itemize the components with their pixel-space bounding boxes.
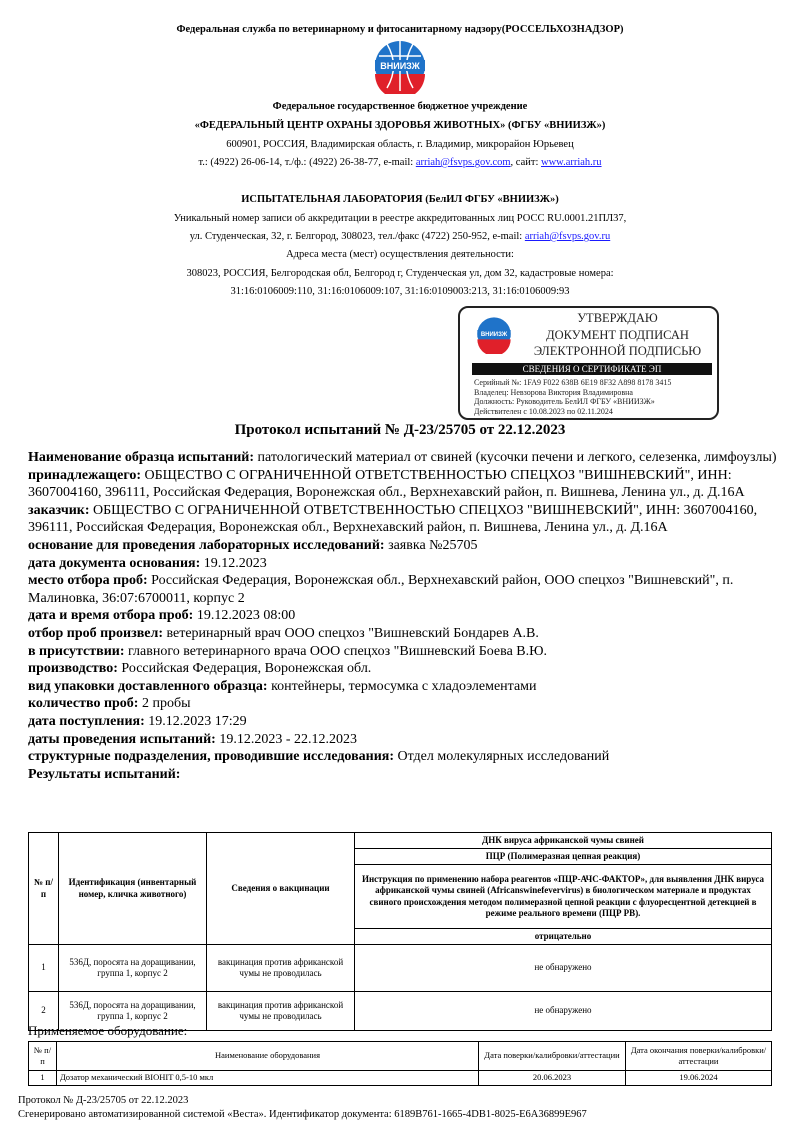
- org-name: «ФЕДЕРАЛЬНЫЙ ЦЕНТР ОХРАНЫ ЗДОРОВЬЯ ЖИВОТНЫХ» (ФГБУ «ВНИИЗЖ»): [194, 120, 606, 131]
- lab-name: ИСПЫТАТЕЛЬНАЯ ЛАБОРАТОРИЯ (БелИЛ ФГБУ «ВНИИЗЖ»): [241, 194, 559, 205]
- field-label: дата документа основания:: [28, 555, 201, 571]
- eq-num: 1: [29, 1071, 57, 1086]
- field: [28, 695, 780, 713]
- row-result: не обнаружено: [355, 992, 772, 1031]
- field-value: 19.12.2023 08:00: [193, 608, 296, 624]
- field-label: Результаты испытаний:: [28, 766, 181, 782]
- field: [28, 678, 780, 696]
- org-email-link[interactable]: arriah@fsvps.gov.com: [415, 157, 511, 168]
- stamp-electronic: ЭЛЕКТРОННОЙ ПОДПИСЬЮ: [533, 344, 702, 358]
- lab-email-link[interactable]: arriah@fsvps.gov.ru: [524, 231, 611, 242]
- stamp-valid: Действителен с 10.08.2023 по 02.11.2024: [474, 406, 613, 416]
- field: [28, 502, 780, 537]
- results-table: [28, 832, 772, 1031]
- eq-date: 20.06.2023: [479, 1071, 626, 1086]
- field-label: дата и время отбора проб:: [28, 608, 194, 624]
- field-value: Российская Федерация, Воронежская обл.: [117, 661, 372, 677]
- field-label: производство:: [28, 661, 118, 677]
- svg-text:ВНИИЗЖ: ВНИИЗЖ: [480, 332, 508, 338]
- equipment-label: Применяемое оборудование:: [28, 1023, 188, 1038]
- lab-accreditation: Уникальный номер записи об аккредитации в реестре аккредитованных лиц РОСС RU.0001.21ПЛ37,: [173, 213, 627, 224]
- field-value: 2 пробы: [138, 696, 191, 712]
- field: [28, 660, 780, 678]
- stamp-serial: Серийный №: 1FA9 F022 638B 6E19 8F32 A898 8178 3415: [474, 378, 672, 387]
- field-value: главного ветеринарного врача ООО спецхоз "Вишневский Боева В.Ю.: [124, 643, 548, 659]
- footer: [18, 1094, 587, 1122]
- eq-end: 19.06.2024: [626, 1071, 772, 1086]
- agency-name: Федеральная служба по ветеринарному и фитосанитарному надзору(РОССЕЛЬХОЗНАДЗОР): [176, 24, 624, 35]
- field-label: структурные подразделения, проводившие исследования:: [28, 749, 395, 765]
- field-value: заявка №25705: [384, 537, 478, 553]
- row-num: 2: [29, 992, 59, 1031]
- field: [28, 731, 780, 749]
- stamp-owner: Владелец: Невзорова Виктория Владимировна: [474, 387, 633, 397]
- lab-address: ул. Студенческая, 32, г. Белгород, 308023, тел./факс (4722) 250-952, e-mail:: [189, 231, 525, 242]
- field-value: ветеринарный врач ООО спецхоз "Вишневский Бондарев А.В.: [162, 625, 539, 641]
- svg-text:ВНИИЗЖ: ВНИИЗЖ: [380, 61, 420, 71]
- field-label: место отбора проб:: [28, 573, 148, 589]
- results-heading: [28, 766, 780, 784]
- eq-col-date: Дата поверки/калибровки/аттестации: [479, 1042, 626, 1071]
- org-site-link[interactable]: www.arriah.ru: [541, 157, 602, 168]
- field-label: заказчик:: [28, 502, 90, 518]
- table-row: [29, 1071, 772, 1086]
- field-value: Отдел молекулярных исследований: [394, 749, 610, 765]
- field-label: количество проб:: [28, 696, 139, 712]
- field-label: вид упаковки доставленного образца:: [28, 678, 268, 694]
- activity-address: 308023, РОССИЯ, Белгородская обл, Белгород г, Студенческая ул, дом 32, кадастровые номера:: [186, 268, 614, 279]
- field: [28, 625, 780, 643]
- test-method: ПЦР (Полимеразная цепная реакция): [355, 849, 772, 865]
- eq-col-num: № п/п: [29, 1042, 57, 1071]
- row-num: 1: [29, 945, 59, 992]
- field: [28, 713, 780, 731]
- field-label: даты проведения испытаний:: [28, 731, 216, 747]
- field: [28, 748, 780, 766]
- org-phone: т.: (4922) 26-06-14, т./ф.: (4922) 26-38-77, e-mail:: [198, 157, 416, 168]
- field-value: Российская Федерация, Воронежская обл., Верхнехавский район, ООО спецхоз "Вишневский", п. Малиновка, 36:07:6700011, корпус 2: [28, 573, 734, 606]
- activity-label: Адреса места (мест) осуществления деятельности:: [286, 249, 514, 260]
- col-identification: Идентификация (инвентарный номер, кличка животного): [59, 833, 207, 945]
- test-norm: отрицательно: [355, 929, 772, 945]
- field-label: основание для проведения лабораторных исследований:: [28, 537, 385, 553]
- field: [28, 449, 780, 467]
- eq-col-name: Наименование оборудования: [57, 1042, 479, 1071]
- e-signature-stamp: [458, 306, 719, 420]
- protocol-title: Протокол испытаний № Д-23/25705 от 22.12.2023: [234, 422, 566, 438]
- field-label: принадлежащего:: [28, 467, 141, 483]
- field-label: дата поступления:: [28, 713, 145, 729]
- stamp-signed: ДОКУМЕНТ ПОДПИСАН: [546, 328, 689, 342]
- row-result: не обнаружено: [355, 945, 772, 992]
- footer-generated: Сгенерировано автоматизированной системой «Веста». Идентификатор документа: 6189B761-1665-4DB1-8025-E6A36899E967: [18, 1109, 587, 1120]
- field-label: Наименование образца испытаний:: [28, 450, 254, 465]
- footer-protocol: Протокол № Д-23/25705 от 22.12.2023: [18, 1095, 189, 1106]
- field: [28, 537, 780, 555]
- org-address: 600901, РОССИЯ, Владимирская область, г. Владимир, микрорайон Юрьевец: [226, 139, 574, 150]
- vniizzh-logo: [367, 38, 433, 94]
- field-value: ОБЩЕСТВО С ОГРАНИЧЕННОЙ ОТВЕТСТВЕННОСТЬЮ СПЕЦХОЗ "ВИШНЕВСКИЙ", ИНН: 3607004160, 396111, Российская Федерация, Воронежская обл., Верхнехавский район, п. Вишнева, Ленина ул., д. Д.16А: [28, 502, 758, 536]
- cadastral-numbers: 31:16:0106009:110, 31:16:0106009:107, 31:16:0109003:213, 31:16:0106009:93: [230, 286, 570, 297]
- field-value: ОБЩЕСТВО С ОГРАНИЧЕННОЙ ОТВЕТСТВЕННОСТЬЮ СПЕЦХОЗ "ВИШНЕВСКИЙ", ИНН: 3607004160, 396111, Российская Федерация, Воронежская обл., Верхнехавский район, п. Вишнева, Ленина ул., д. Д.16А: [28, 467, 745, 501]
- lab-contacts: [0, 230, 800, 244]
- stamp-approve: УТВЕРЖДАЮ: [577, 311, 658, 325]
- test-instruction: Инструкция по применению набора реагентов «ПЦР-АЧС-ФАКТОР», для выявления ДНК вируса африканской чумы свиней (Africanswinefevervirus) в биологическом материале и продуктах свиного происхождения методом полимеразной цепной реакции с флуоресцентной детекцией в режиме реального времени (ПЦР РВ).: [355, 865, 772, 929]
- field-value: 19.12.2023: [200, 555, 267, 571]
- col-vaccination: Сведения о вакцинации: [207, 833, 355, 945]
- org-contacts: [0, 156, 800, 170]
- test-target: ДНК вируса африканской чумы свиней: [355, 833, 772, 849]
- row-id: 536Д, поросята на доращивании, группа 1, корпус 2: [59, 945, 207, 992]
- field-label: в присутствии:: [28, 643, 125, 659]
- stamp-cert-bar: СВЕДЕНИЯ О СЕРТИФИКАТЕ ЭП: [472, 363, 712, 375]
- field-value: 19.12.2023 - 22.12.2023: [215, 731, 357, 747]
- table-row: [29, 945, 772, 992]
- stamp-position: Должность: Руководитель БелИЛ ФГБУ «ВНИИЗЖ»: [474, 397, 655, 406]
- row-vaccination: вакцинация против африканской чумы не проводилась: [207, 945, 355, 992]
- field: [28, 607, 780, 625]
- field: [28, 467, 780, 502]
- sample-details: [28, 449, 780, 783]
- equipment-table: [28, 1041, 772, 1086]
- org-type: Федеральное государственное бюджетное учреждение: [272, 101, 528, 112]
- field: [28, 643, 780, 661]
- field-label: отбор проб произвел:: [28, 625, 163, 641]
- field: [28, 555, 780, 573]
- col-num: № п/п: [29, 833, 59, 945]
- field-value: контейнеры, термосумка с хладоэлементами: [267, 678, 537, 694]
- field: [28, 572, 780, 607]
- field-value: патологический материал от свиней (кусочки печени и легкого, селезенка, лимфоузлы): [254, 450, 777, 465]
- field-value: 19.12.2023 17:29: [144, 713, 247, 729]
- eq-col-end: Дата окончания поверки/калибровки/аттестации: [626, 1042, 772, 1071]
- stamp-logo: [472, 314, 516, 354]
- site-label: , сайт:: [510, 157, 541, 168]
- eq-name: Дозатор механический BIOHIT 0,5-10 мкл: [57, 1071, 479, 1086]
- row-id: 536Д, поросята на доращивании, группа 1, корпус 2: [59, 992, 207, 1031]
- row-vaccination: вакцинация против африканской чумы не проводилась: [207, 992, 355, 1031]
